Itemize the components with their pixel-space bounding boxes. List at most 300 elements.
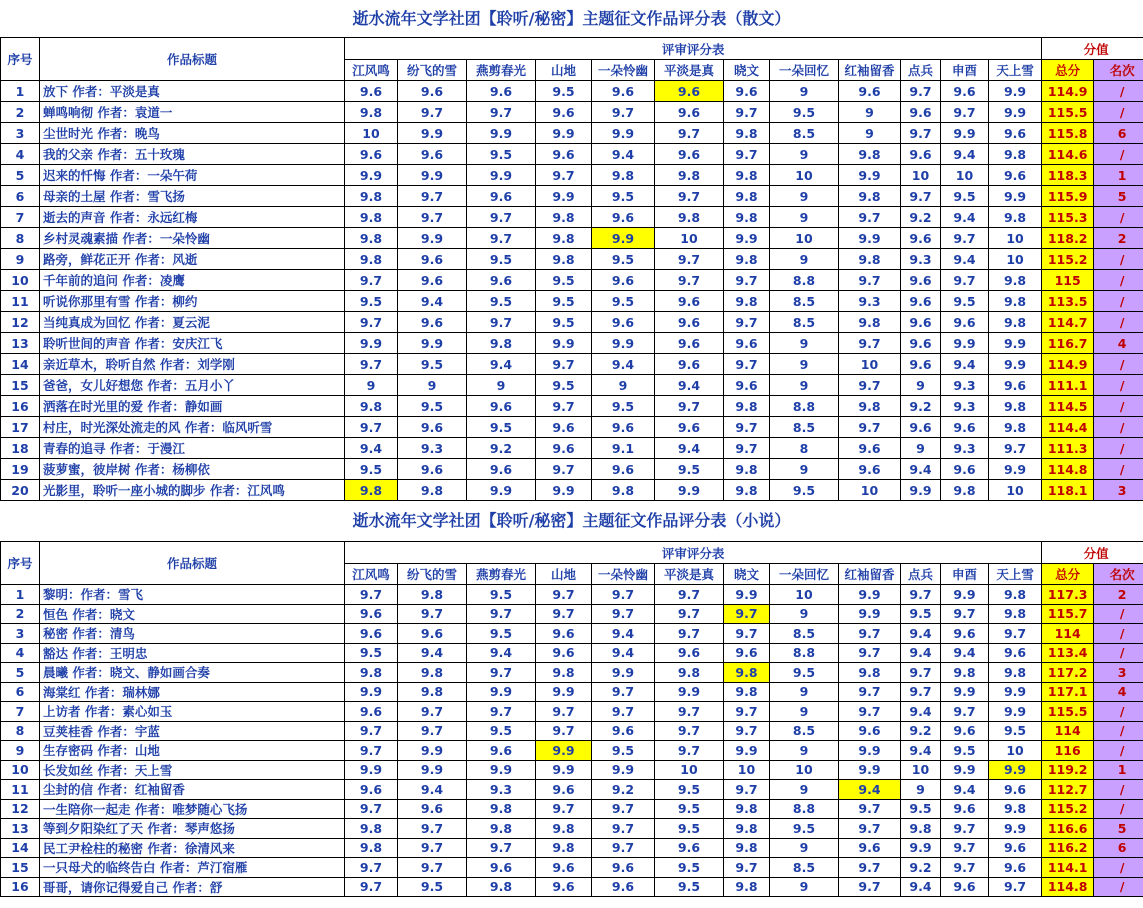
score-cell: 9.8	[724, 396, 770, 417]
total-score: 114.8	[1042, 459, 1094, 480]
rank: 3	[1094, 663, 1143, 683]
table-row	[1, 333, 1143, 354]
score-cell: 9.9	[345, 760, 398, 780]
score-cell: 9.6	[989, 643, 1042, 663]
score-cell: 9.9	[989, 354, 1042, 375]
score-cell: 9.7	[467, 663, 536, 683]
score-cell: 9.9	[941, 333, 989, 354]
score-cell: 9.7	[724, 438, 770, 459]
total-score: 114.1	[1042, 858, 1094, 878]
table-row	[1, 663, 1143, 683]
judge-header: 一朵怜幽	[592, 60, 655, 81]
score-cell: 10	[770, 165, 839, 186]
total-score: 114.4	[1042, 417, 1094, 438]
rank: 4	[1094, 682, 1143, 702]
score-cell: 9.6	[989, 165, 1042, 186]
score-cell: 9.6	[536, 102, 592, 123]
score-cell: 9.7	[724, 270, 770, 291]
work-title: 生存密码 作者：山地	[40, 741, 345, 761]
score-cell: 9.6	[536, 417, 592, 438]
judge-header: 红袖留香	[839, 60, 901, 81]
header-no: 序号	[1, 38, 40, 81]
score-cell: 9.8	[839, 312, 901, 333]
score-cell: 9.8	[536, 819, 592, 839]
work-title: 路旁，鲜花正开 作者：风逝	[40, 249, 345, 270]
score-cell: 9.7	[901, 585, 941, 605]
score-cell: 9.9	[398, 741, 467, 761]
score-cell: 8.5	[770, 123, 839, 144]
score-cell: 9.8	[989, 663, 1042, 683]
work-title: 海棠红 作者：瑞林娜	[40, 682, 345, 702]
score-cell: 10	[941, 165, 989, 186]
score-cell: 9.6	[941, 459, 989, 480]
score-cell: 9.5	[467, 249, 536, 270]
score-cell: 9.5	[655, 877, 724, 897]
score-cell: 9.8	[989, 396, 1042, 417]
score-cell: 10	[770, 585, 839, 605]
score-cell: 9.4	[901, 459, 941, 480]
score-cell: 9.6	[989, 838, 1042, 858]
score-cell: 9.7	[345, 721, 398, 741]
score-cell: 9.8	[467, 333, 536, 354]
work-title: 豁达 作者：王明忠	[40, 643, 345, 663]
score-cell: 9.6	[839, 459, 901, 480]
score-cell: 9.6	[398, 459, 467, 480]
score-cell: 9	[345, 375, 398, 396]
score-cell: 9	[398, 375, 467, 396]
table-row	[1, 721, 1143, 741]
score-cell: 9.6	[592, 207, 655, 228]
table-row	[1, 270, 1143, 291]
score-cell: 9.6	[467, 270, 536, 291]
judge-header: 天上雪	[989, 564, 1042, 585]
table-row	[1, 354, 1143, 375]
score-cell: 9	[901, 438, 941, 459]
row-number: 4	[1, 144, 40, 165]
score-cell: 9.6	[989, 780, 1042, 800]
score-cell: 9.3	[941, 396, 989, 417]
score-cell: 9.4	[901, 877, 941, 897]
score-cell: 9.5	[536, 81, 592, 102]
score-cell: 9.4	[655, 438, 724, 459]
score-cell: 9.7	[901, 663, 941, 683]
score-cell: 9.6	[655, 333, 724, 354]
work-title: 黎明：作者：雪飞	[40, 585, 345, 605]
score-cell: 9.4	[941, 144, 989, 165]
header-judges-group: 评审评分表	[345, 542, 1042, 564]
score-cell: 9.7	[467, 207, 536, 228]
score-cell: 9.6	[901, 228, 941, 249]
header-work-title: 作品标题	[40, 38, 345, 81]
score-cell: 9.8	[724, 799, 770, 819]
score-cell: 10	[989, 228, 1042, 249]
score-cell: 9.9	[839, 760, 901, 780]
row-number: 10	[1, 760, 40, 780]
work-title: 千年前的追问 作者：凌鹰	[40, 270, 345, 291]
score-cell: 9.7	[941, 102, 989, 123]
score-cell: 9.7	[345, 270, 398, 291]
row-number: 8	[1, 228, 40, 249]
rank: /	[1094, 417, 1143, 438]
score-cell: 9.8	[989, 291, 1042, 312]
total-score: 114	[1042, 721, 1094, 741]
score-cell: 9.6	[839, 721, 901, 741]
score-cell: 9.5	[770, 480, 839, 501]
row-number: 5	[1, 165, 40, 186]
score-cell: 9.7	[839, 702, 901, 722]
score-cell: 9.3	[467, 780, 536, 800]
row-number: 3	[1, 123, 40, 144]
score-cell: 9.7	[724, 417, 770, 438]
score-cell: 9.6	[536, 438, 592, 459]
score-cell: 9.7	[592, 682, 655, 702]
score-cell: 9.8	[839, 249, 901, 270]
score-cell: 9	[467, 375, 536, 396]
score-cell: 9.7	[839, 207, 901, 228]
score-cell: 9.7	[592, 702, 655, 722]
score-cell: 9.7	[724, 780, 770, 800]
work-title: 晨曦 作者：晓文、静如画合奏	[40, 663, 345, 683]
score-cell: 9	[770, 375, 839, 396]
score-cell: 9.6	[467, 459, 536, 480]
score-cell: 9.7	[989, 438, 1042, 459]
score-cell: 9.7	[467, 838, 536, 858]
table-row	[1, 760, 1143, 780]
row-number: 17	[1, 417, 40, 438]
score-cell: 9.7	[345, 312, 398, 333]
score-cell: 9.7	[655, 585, 724, 605]
score-cell: 9.7	[345, 858, 398, 878]
score-cell: 8.8	[770, 799, 839, 819]
score-cell: 9.5	[655, 459, 724, 480]
score-cell: 9.9	[467, 682, 536, 702]
score-cell: 9.9	[989, 682, 1042, 702]
score-cell: 9.6	[655, 643, 724, 663]
total-score: 114.5	[1042, 396, 1094, 417]
total-score: 114.7	[1042, 312, 1094, 333]
row-number: 15	[1, 858, 40, 878]
table-row	[1, 291, 1143, 312]
score-cell: 9.7	[536, 585, 592, 605]
score-cell: 9.7	[536, 721, 592, 741]
row-number: 13	[1, 333, 40, 354]
score-cell: 9.7	[345, 799, 398, 819]
score-cell: 9.6	[592, 417, 655, 438]
judge-header: 红袖留香	[839, 564, 901, 585]
score-cell: 9	[770, 186, 839, 207]
score-cell: 9.6	[941, 81, 989, 102]
rank: 2	[1094, 585, 1143, 605]
score-cell: 9.9	[989, 102, 1042, 123]
work-title: 尘封的信 作者：红袖留香	[40, 780, 345, 800]
score-cell: 8.8	[770, 270, 839, 291]
score-cell: 9.6	[901, 270, 941, 291]
score-cell: 9	[770, 741, 839, 761]
score-cell: 9.7	[536, 354, 592, 375]
score-cell: 8.5	[770, 312, 839, 333]
score-cell: 9.9	[467, 123, 536, 144]
row-number: 11	[1, 291, 40, 312]
score-cell: 8.5	[770, 858, 839, 878]
judge-header: 点兵	[901, 60, 941, 81]
score-cell: 9.5	[345, 643, 398, 663]
score-cell: 9.7	[592, 585, 655, 605]
score-cell: 9.8	[989, 270, 1042, 291]
score-cell: 9.5	[989, 721, 1042, 741]
score-cell: 9.7	[724, 702, 770, 722]
score-cell: 9.6	[467, 81, 536, 102]
score-cell: 9.4	[345, 438, 398, 459]
row-number: 9	[1, 249, 40, 270]
work-title: 菠萝蜜，彼岸树 作者：杨柳依	[40, 459, 345, 480]
score-cell: 9.7	[592, 604, 655, 624]
score-cell: 9.9	[724, 228, 770, 249]
rank: /	[1094, 877, 1143, 897]
row-number: 8	[1, 721, 40, 741]
score-cell: 9.9	[398, 123, 467, 144]
score-cell: 9.5	[655, 819, 724, 839]
score-cell: 9.6	[901, 417, 941, 438]
rank: /	[1094, 799, 1143, 819]
row-number: 14	[1, 838, 40, 858]
total-score: 116.2	[1042, 838, 1094, 858]
table-row	[1, 207, 1143, 228]
rank: /	[1094, 144, 1143, 165]
score-cell: 9.7	[839, 333, 901, 354]
score-cell: 9.7	[655, 186, 724, 207]
score-cell: 9.8	[345, 249, 398, 270]
table-row	[1, 585, 1143, 605]
total-score: 114.8	[1042, 877, 1094, 897]
total-score: 118.2	[1042, 228, 1094, 249]
score-cell: 9.7	[901, 123, 941, 144]
score-cell: 9.7	[398, 186, 467, 207]
score-cell: 9.7	[536, 165, 592, 186]
score-cell: 9.6	[398, 417, 467, 438]
score-cell: 9.7	[536, 799, 592, 819]
score-cell: 9.9	[839, 604, 901, 624]
score-cell: 9.7	[655, 249, 724, 270]
score-cell: 9.5	[655, 799, 724, 819]
score-cell: 9.6	[839, 838, 901, 858]
judge-header: 山地	[536, 564, 592, 585]
total-score: 112.7	[1042, 780, 1094, 800]
score-cell: 9.2	[467, 438, 536, 459]
score-cell: 9.8	[724, 207, 770, 228]
score-cell: 9.8	[724, 459, 770, 480]
score-cell: 9.7	[655, 741, 724, 761]
score-cell: 9.5	[467, 585, 536, 605]
score-cell: 9.6	[989, 858, 1042, 878]
score-cell: 9.8	[467, 799, 536, 819]
score-cell: 9.6	[655, 838, 724, 858]
table-row	[1, 741, 1143, 761]
work-title: 爸爸，女儿好想您 作者：五月小丫	[40, 375, 345, 396]
total-score: 118.1	[1042, 480, 1094, 501]
score-cell: 9.6	[398, 144, 467, 165]
row-number: 16	[1, 396, 40, 417]
total-score: 116.6	[1042, 819, 1094, 839]
score-cell: 9.9	[901, 480, 941, 501]
score-cell: 9.8	[839, 663, 901, 683]
score-cell: 9.6	[655, 102, 724, 123]
score-cell: 9.7	[655, 624, 724, 644]
row-number: 2	[1, 102, 40, 123]
score-cell: 9.4	[941, 354, 989, 375]
score-cell: 9.9	[467, 760, 536, 780]
rank: /	[1094, 102, 1143, 123]
score-cell: 9	[770, 333, 839, 354]
row-number: 7	[1, 702, 40, 722]
rank: 1	[1094, 165, 1143, 186]
row-number: 11	[1, 780, 40, 800]
score-cell: 9	[839, 123, 901, 144]
score-cell: 9.8	[398, 585, 467, 605]
judge-header: 江风鸣	[345, 564, 398, 585]
score-cell: 9.4	[941, 780, 989, 800]
score-cell: 9.4	[592, 624, 655, 644]
score-cell: 9	[901, 780, 941, 800]
score-cell: 9.7	[941, 838, 989, 858]
judge-header: 一朵怜幽	[592, 564, 655, 585]
score-cell: 9.5	[592, 291, 655, 312]
rank: /	[1094, 396, 1143, 417]
score-cell: 9.8	[989, 417, 1042, 438]
score-cell: 9.4	[901, 624, 941, 644]
score-cell: 9.6	[901, 354, 941, 375]
header-total: 总分	[1042, 564, 1094, 585]
score-cell: 9.6	[467, 858, 536, 878]
work-title: 乡村灵魂素描 作者：一朵怜幽	[40, 228, 345, 249]
table-row	[1, 123, 1143, 144]
score-cell: 9.7	[592, 838, 655, 858]
table-row	[1, 165, 1143, 186]
header-rank: 名次	[1094, 60, 1143, 81]
total-score: 115.9	[1042, 186, 1094, 207]
score-cell: 9.8	[941, 663, 989, 683]
score-cell: 9.7	[655, 396, 724, 417]
score-cell: 9.9	[989, 760, 1042, 780]
score-cell: 9	[770, 249, 839, 270]
score-cell: 9.6	[941, 312, 989, 333]
row-number: 9	[1, 741, 40, 761]
score-cell: 9.8	[345, 396, 398, 417]
score-cell: 9.6	[345, 604, 398, 624]
score-cell: 9.9	[941, 123, 989, 144]
score-cell: 9.4	[592, 144, 655, 165]
judge-header: 晓文	[724, 60, 770, 81]
score-cell: 9.4	[901, 702, 941, 722]
score-cell: 9.7	[398, 721, 467, 741]
judge-header: 申酉	[941, 60, 989, 81]
total-score: 114.9	[1042, 81, 1094, 102]
score-cell: 10	[770, 228, 839, 249]
row-number: 13	[1, 819, 40, 839]
work-title: 听说你那里有雪 作者：柳约	[40, 291, 345, 312]
score-cell: 10	[989, 249, 1042, 270]
score-cell: 9	[770, 604, 839, 624]
score-cell: 9.9	[398, 228, 467, 249]
work-title: 洒落在时光里的爱 作者：静如画	[40, 396, 345, 417]
score-cell: 9.6	[655, 291, 724, 312]
score-cell: 9.9	[345, 682, 398, 702]
score-cell: 9.6	[398, 270, 467, 291]
table-row	[1, 396, 1143, 417]
score-cell: 9.4	[901, 643, 941, 663]
work-title: 民工尹栓柱的秘密 作者：徐清风来	[40, 838, 345, 858]
score-cell: 9.4	[467, 643, 536, 663]
rank: /	[1094, 81, 1143, 102]
score-cell: 9.8	[345, 102, 398, 123]
rank: /	[1094, 780, 1143, 800]
score-cell: 9.8	[901, 819, 941, 839]
score-cell: 9.6	[839, 438, 901, 459]
judge-header: 晓文	[724, 564, 770, 585]
table-row	[1, 799, 1143, 819]
score-cell: 8.8	[770, 643, 839, 663]
score-cell: 9	[770, 838, 839, 858]
row-number: 20	[1, 480, 40, 501]
score-cell: 9.6	[989, 123, 1042, 144]
score-cell: 9.5	[592, 396, 655, 417]
score-cell: 9.9	[345, 165, 398, 186]
score-cell: 9.9	[467, 165, 536, 186]
row-number: 1	[1, 81, 40, 102]
score-cell: 9.4	[467, 354, 536, 375]
score-cell: 9.8	[655, 663, 724, 683]
score-cell: 9.6	[941, 721, 989, 741]
rank: /	[1094, 702, 1143, 722]
score-cell: 9.7	[398, 702, 467, 722]
score-cell: 9.7	[941, 604, 989, 624]
score-cell: 9.9	[592, 123, 655, 144]
score-cell: 9.8	[655, 165, 724, 186]
total-score: 115.5	[1042, 102, 1094, 123]
score-cell: 9.7	[398, 858, 467, 878]
rank: 2	[1094, 228, 1143, 249]
sheet-title: 逝水流年文学社团【聆听/秘密】主题征文作品评分表（小说）	[352, 511, 791, 530]
judge-header: 一朵回忆	[770, 60, 839, 81]
rank: 3	[1094, 480, 1143, 501]
score-cell: 9.8	[724, 877, 770, 897]
score-cell: 9.6	[724, 375, 770, 396]
score-cell: 8	[770, 438, 839, 459]
score-cell: 9.7	[536, 604, 592, 624]
score-cell: 9.4	[941, 643, 989, 663]
score-cell: 9.8	[989, 207, 1042, 228]
score-cell: 9.6	[536, 643, 592, 663]
score-cell: 9.7	[467, 312, 536, 333]
score-cell: 9.1	[592, 438, 655, 459]
header-judges-group: 评审评分表	[345, 38, 1042, 60]
score-cell: 8.8	[770, 396, 839, 417]
work-title: 光影里，聆听一座小城的脚步 作者：江风鸣	[40, 480, 345, 501]
score-cell: 9	[839, 102, 901, 123]
score-cell: 9.8	[724, 682, 770, 702]
score-cell: 9.4	[901, 741, 941, 761]
score-cell: 9.9	[655, 480, 724, 501]
score-cell: 9.7	[839, 643, 901, 663]
score-cell: 9.6	[345, 144, 398, 165]
score-cell: 9.5	[536, 270, 592, 291]
work-title: 尘世时光 作者：晚鸟	[40, 123, 345, 144]
score-cell: 9.6	[536, 624, 592, 644]
score-cell: 9.5	[770, 663, 839, 683]
score-cell: 9.7	[989, 624, 1042, 644]
score-cell: 9.7	[536, 702, 592, 722]
rank: /	[1094, 741, 1143, 761]
score-cell: 9.5	[592, 186, 655, 207]
